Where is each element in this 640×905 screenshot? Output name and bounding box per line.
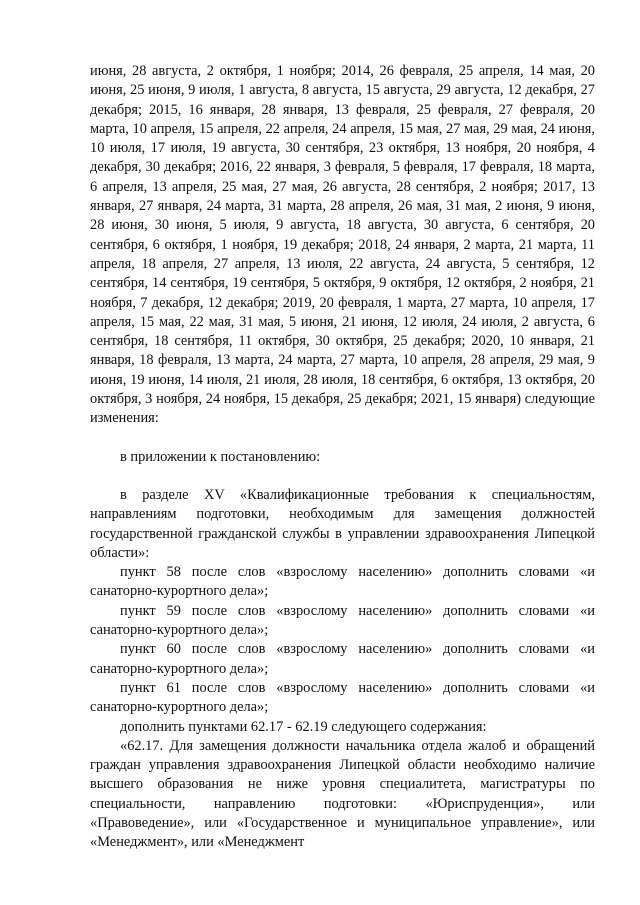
paragraph-add-items: дополнить пунктами 62.17 - 62.19 следующего содержания: [120, 718, 487, 735]
document-page [90, 62, 595, 853]
paragraph-item-58: пункт 58 после слов «взрослому населению» дополнить словами «и санаторно-курортного дела»; [90, 564, 595, 600]
paragraph-item-62-17: «62.17. Для замещения должности начальника отдела жалоб и обращений граждан управления здравоохранения Липецкой области необходимо наличие высшего образования не ниже уровня специалитета, магистратуры по специальности, направлению подготовки: «Юриспруденция», или «Правоведение», или «Государственное и муниципальное управление», или «Менеджмент», или «Менеджмент [90, 737, 595, 851]
paragraph-item-60: пункт 60 после слов «взрослому населению» дополнить словами «и санаторно-курортного дела»; [90, 641, 595, 677]
paragraph-dates-list: июня, 28 августа, 2 октября, 1 ноября; 2014, 26 февраля, 25 апреля, 14 мая, 20 июня, 25 июня, 9 июля, 1 августа, 8 августа, 15 августа, 29 августа, 12 декабря, 27 декабря; 2015, 16 января, 28 января, 13 февраля, 25 февраля, 27 февраля, 20 марта, 10 апреля, 15 апреля, 22 апреля, 24 апреля, 15 мая, 27 мая, 29 мая, 24 июня, 10 июля, 17 июля, 19 августа, 30 сентября, 23 октября, 13 ноября, 20 ноября, 4 декабря, 30 декабря; 2016, 22 января, 3 февраля, 5 февраля, 17 февраля, 18 марта, 6 апреля, 13 апреля, 25 мая, 27 мая, 26 августа, 28 сентября, 2 ноября; 2017, 13 января, 27 января, 24 марта, 31 марта, 28 апреля, 26 мая, 31 мая, 2 июня, 9 июня, 28 июня, 30 июня, 5 июля, 9 августа, 18 августа, 30 августа, 6 сентября, 20 сентября, 6 октября, 1 ноября, 19 декабря; 2018, 24 января, 2 марта, 21 марта, 11 апреля, 18 апреля, 27 апреля, 13 июля, 22 августа, 24 августа, 5 сентября, 12 сентября, 14 сентября, 19 сентября, 5 октября, 9 октября, 12 октября, 2 ноября, 21 ноября, 7 декабря, 12 декабря; 2019, 20 февраля, 1 марта, 27 марта, 10 апреля, 17 апреля, 15 мая, 22 мая, 31 мая, 5 июня, 21 июня, 12 июля, 24 июля, 2 августа, 6 сентября, 18 сентября, 11 октября, 30 октября, 25 декабря; 2020, 10 января, 21 января, 18 февраля, 13 марта, 24 марта, 27 марта, 10 апреля, 28 апреля, 29 мая, 9 июня, 19 июня, 14 июля, 21 июля, 28 июля, 18 сентября, 6 октября, 13 октября, 20 октября, 3 ноября, 24 ноября, 15 декабря, 25 декабря; 2021, 15 января) следующие изменения: [90, 63, 595, 427]
paragraph-item-61: пункт 61 после слов «взрослому населению» дополнить словами «и санаторно-курортного дела»; [90, 679, 595, 716]
paragraph-item-59: пункт 59 после слов «взрослому населению» дополнить словами «и санаторно-курортного дела»; [90, 602, 595, 639]
paragraph-appendix-intro: в приложении к постановлению: [120, 448, 321, 465]
paragraph-section-xv: в разделе XV «Квалификационные требования к специальностям, направлениям подготовки, необходимым для замещения должностей государственной гражданской службы в управлении здравоохранения Липецкой области»: [90, 486, 595, 561]
